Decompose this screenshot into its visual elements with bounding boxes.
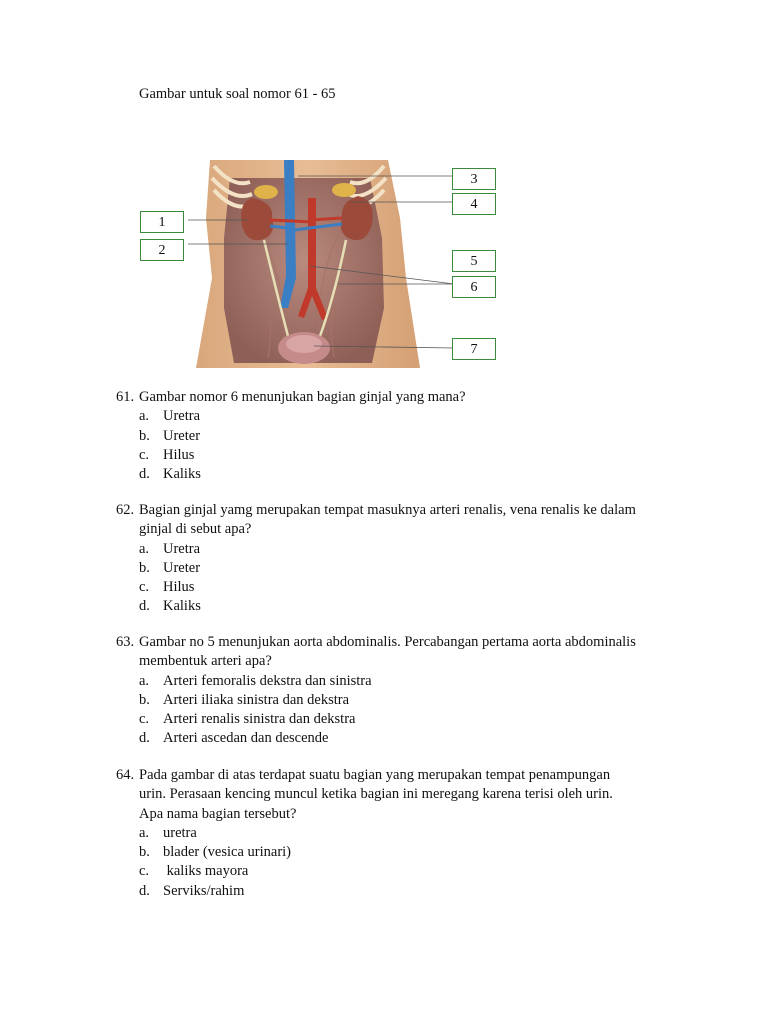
option-b[interactable] xyxy=(139,843,676,862)
question-number: 61. xyxy=(116,389,135,405)
option-b[interactable] xyxy=(139,427,676,446)
figure-label-3: 3 xyxy=(452,168,496,190)
option-text: Arteri iliaka sinistra dan dekstra xyxy=(163,691,350,708)
option-letter: a. xyxy=(139,824,150,841)
adrenal-gland-left xyxy=(254,185,278,199)
option-a[interactable] xyxy=(139,540,676,559)
option-d[interactable] xyxy=(139,597,676,616)
option-text: Kaliks xyxy=(163,466,201,483)
question-text-line: ginjal di sebut apa? xyxy=(139,521,252,538)
question-61 xyxy=(116,388,676,484)
option-c[interactable] xyxy=(139,578,676,597)
option-letter: a. xyxy=(139,672,150,689)
figure-label-2: 2 xyxy=(140,239,184,261)
option-letter: b. xyxy=(139,691,150,708)
question-text-line: Apa nama bagian tersebut? xyxy=(139,805,297,822)
option-letter: c. xyxy=(139,579,150,596)
question-number: 64. xyxy=(116,767,135,783)
option-text: Hilus xyxy=(163,446,195,463)
option-text: Arteri renalis sinistra dan dekstra xyxy=(163,711,356,728)
option-d[interactable] xyxy=(139,882,676,901)
question-number: 63. xyxy=(116,634,135,650)
option-b[interactable] xyxy=(139,559,676,578)
option-letter: b. xyxy=(139,844,150,861)
option-d[interactable] xyxy=(139,729,676,748)
option-text: Hilus xyxy=(163,579,195,596)
figure-label-4: 4 xyxy=(452,193,496,215)
option-b[interactable] xyxy=(139,691,676,710)
question-text-line: Pada gambar di atas terdapat suatu bagian yang merupakan tempat penampungan xyxy=(139,767,611,783)
anatomy-illustration xyxy=(138,158,504,370)
option-c[interactable] xyxy=(139,710,676,729)
option-letter: d. xyxy=(139,882,150,899)
question-text-line: membentuk arteri apa? xyxy=(139,653,272,670)
option-letter: a. xyxy=(139,408,150,425)
question-63 xyxy=(116,633,676,749)
option-d[interactable] xyxy=(139,465,676,484)
option-letter: c. xyxy=(139,446,150,463)
option-letter: b. xyxy=(139,427,150,444)
adrenal-gland-right xyxy=(332,183,356,197)
option-letter: d. xyxy=(139,730,150,747)
question-text-line: Gambar nomor 6 menunjukan bagian ginjal yang mana? xyxy=(139,389,466,405)
option-text: blader (vesica urinari) xyxy=(163,844,292,861)
urinary-system-figure xyxy=(138,158,504,370)
option-text: Arteri femoralis dekstra dan sinistra xyxy=(163,672,372,689)
question-number: 62. xyxy=(116,502,135,518)
option-letter: d. xyxy=(139,466,150,483)
figure-label-6: 6 xyxy=(452,276,496,298)
option-text: Serviks/rahim xyxy=(163,882,245,899)
question-62 xyxy=(116,501,676,617)
option-a[interactable] xyxy=(139,407,676,426)
option-c[interactable] xyxy=(139,446,676,465)
option-text: Arteri ascedan dan descende xyxy=(163,730,329,747)
option-letter: a. xyxy=(139,540,150,557)
figure-label-7: 7 xyxy=(452,338,496,360)
question-text-line: urin. Perasaan kencing muncul ketika bagian ini meregang karena terisi oleh urin. xyxy=(139,786,613,803)
figure-label-1: 1 xyxy=(140,211,184,233)
page-heading: Gambar untuk soal nomor 61 - 65 xyxy=(139,86,336,102)
figure-label-5: 5 xyxy=(452,250,496,272)
option-text: Uretra xyxy=(163,540,201,557)
option-text: Ureter xyxy=(163,427,201,444)
question-text-line: Bagian ginjal yamg merupakan tempat masuknya arteri renalis, vena renalis ke dalam xyxy=(139,502,636,518)
option-text: Kaliks xyxy=(163,598,201,615)
option-letter: c. xyxy=(139,711,150,728)
option-text: kaliks mayora xyxy=(163,863,249,880)
option-a[interactable] xyxy=(139,672,676,691)
option-letter: b. xyxy=(139,559,150,576)
question-64 xyxy=(116,766,676,901)
option-text: Uretra xyxy=(163,408,201,425)
bladder-highlight xyxy=(286,335,322,353)
option-text: Ureter xyxy=(163,559,201,576)
option-text: uretra xyxy=(163,824,197,841)
option-letter: d. xyxy=(139,598,150,615)
question-text-line: Gambar no 5 menunjukan aorta abdominalis. Percabangan pertama aorta abdominalis xyxy=(139,634,636,650)
option-c[interactable] xyxy=(139,862,676,881)
option-letter: c. xyxy=(139,863,150,880)
option-a[interactable] xyxy=(139,824,676,843)
